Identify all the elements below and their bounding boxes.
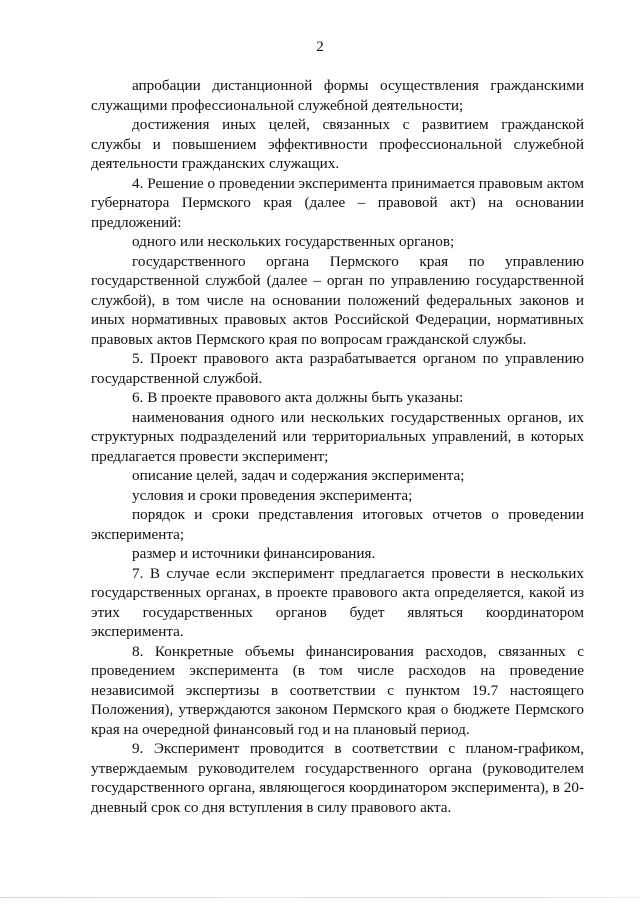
paragraph-razmer: размер и источники финансирования.: [132, 545, 376, 562]
paragraph-gosudarstvennogo-organa: государственного органа Пермского края по управлению государственной службой (далее – орган по управлению государственной службой), в том числе на основании положений федеральных законов и иных нормативных правовых актов Российской Федерации, нормативных правовых актов Пермского края по вопросам гражданской службы.: [91, 252, 584, 348]
paragraph-item-8: 8. Конкретные объемы финансирования расходов, связанных с проведением эксперимента (в том числе расходов на проведение независимой экспертизы в соответствии с пунктом 19.7 настоящего Положения), утверждаются законом Пермского края о бюджете Пермского края на очередной финансовый год и на плановый период.: [91, 642, 584, 738]
paragraph-poryadok: порядок и сроки представления итоговых отчетов о проведении эксперимента;: [91, 506, 584, 543]
paragraph-item-5: 5. Проект правового акта разрабатывается органом по управлению государственной службой.: [91, 350, 584, 387]
paragraph-item-9: 9. Эксперимент проводится в соответствии с планом-графиком, утверждаемым руководителем государственного органа (руководителем государственного органа, являющегося координатором эксперимента), в 20-дневный срок со дня вступления в силу правового акта.: [91, 740, 584, 816]
paragraph-item-4: 4. Решение о проведении эксперимента принимается правовым актом губернатора Пермского края (далее – правовой акт) на основании предложений:: [91, 174, 584, 231]
paragraph-aprobacii: апробации дистанционной формы осуществления гражданскими служащими профессиональной служебной деятельности;: [91, 77, 584, 114]
paragraph-usloviya: условия и сроки проведения эксперимента;: [132, 486, 413, 504]
paragraph-opisanie: описание целей, задач и содержания эксперимента;: [132, 467, 465, 484]
paragraph-dostizheniya: достижения иных целей, связанных с развитием гражданской службы и повышением эффективности профессиональной служебной деятельности гражданских служащих.: [91, 116, 584, 172]
scan-edge-line: [0, 897, 640, 898]
paragraph-item-7: 7. В случае если эксперимент предлагается провести в нескольких государственных органах, в проекте правового акта определяется, какой из этих государственных органов будет являться координатором эксперимента.: [91, 564, 584, 640]
paragraph-odnogo: одного или нескольких государственных органов;: [132, 233, 455, 250]
paragraph-naimenovaniya: наименования одного или нескольких государственных органов, их структурных подразделений или территориальных управлений, в которых предлагается провести эксперимент;: [91, 408, 584, 465]
page-number: 2: [316, 39, 324, 55]
paragraph-item-6: 6. В проекте правового акта должны быть указаны:: [132, 389, 464, 406]
document-body: [91, 76, 584, 817]
